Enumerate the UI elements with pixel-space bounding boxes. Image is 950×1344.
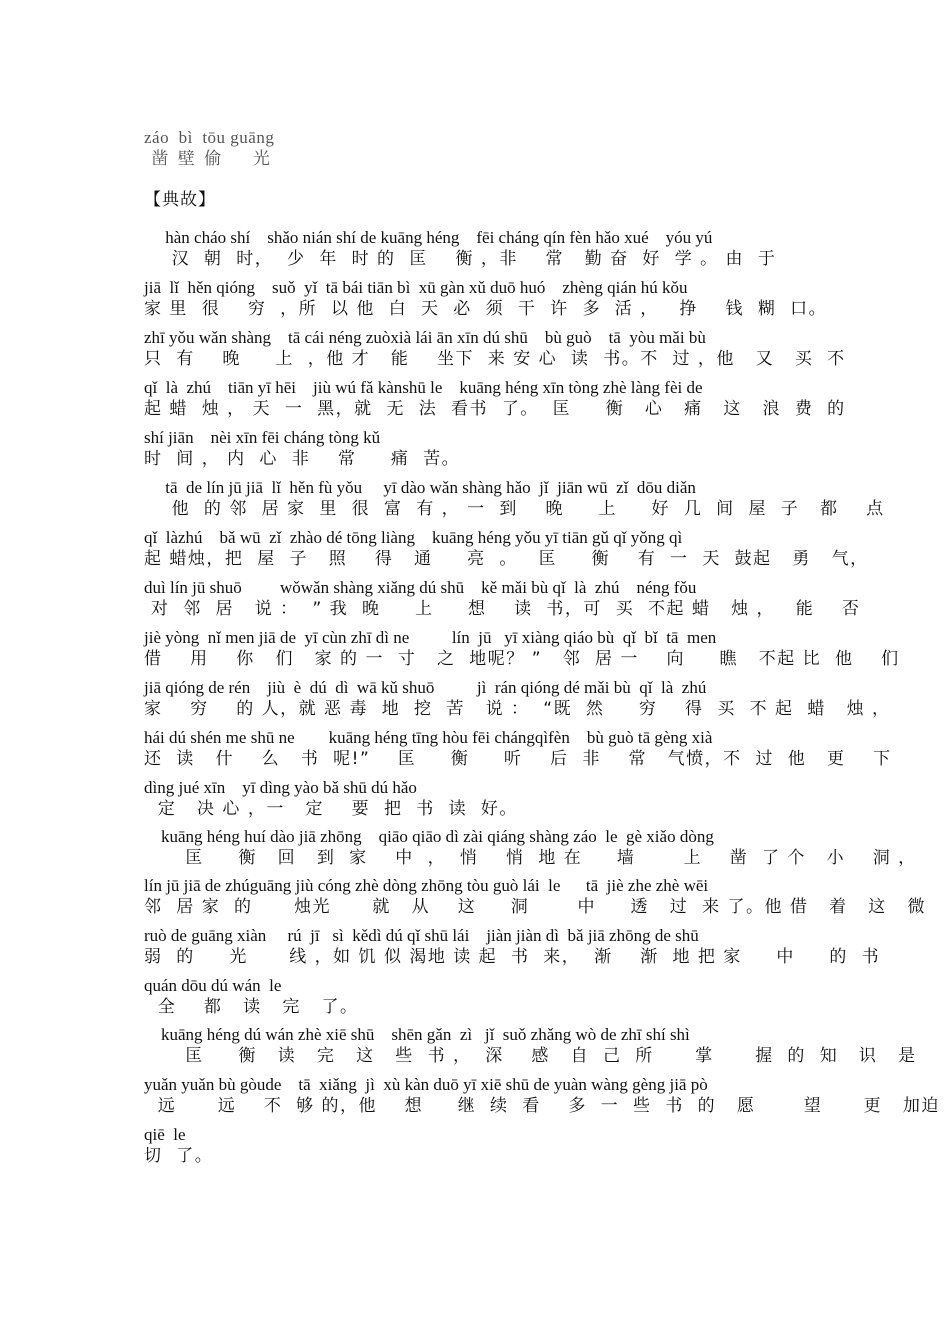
line-hanzi: 起 蜡烛，把 屋 子 照 得 通 亮 。 匡 衡 有 一 天 鼓起 勇 气， xyxy=(144,549,869,569)
section-label: 【典故】 xyxy=(144,190,216,210)
text-line xyxy=(144,976,808,1018)
line-pinyin: duì lín jū shuō wǒwǎn shàng xiǎng dú shū kě mǎi bù qǐ là zhú néng fǒu xyxy=(144,578,697,597)
line-pinyin: qiē le xyxy=(144,1125,186,1144)
text-line xyxy=(144,1025,917,1067)
line-pinyin: tā de lín jū jiā lǐ hěn fù yǒu yī dào wǎn shàng hǎo jǐ jiān wū zǐ dōu diǎn xyxy=(144,478,696,497)
line-hanzi: 邻 居 家 的 烛光 就 从 这 洞 中 透 过 来 了。他 借 着 这 微 xyxy=(144,897,927,917)
line-hanzi: 定 决 心 ，一 定 要 把 书 读 好。 xyxy=(144,799,518,819)
line-pinyin: hàn cháo shí shǎo nián shí de kuāng héng fēi cháng qín fèn hǎo xué yóu yú xyxy=(144,228,713,247)
text-line xyxy=(144,827,917,869)
line-pinyin: kuāng héng dú wán zhè xiē shū shēn gǎn zì jǐ suǒ zhǎng wò de zhī shí shì xyxy=(144,1025,690,1044)
line-hanzi: 汉 朝 时， 少 年 时 的 匡 衡 ，非 常 勤 奋 好 学 。 由 于 xyxy=(144,249,777,269)
text-line xyxy=(144,478,885,520)
line-hanzi: 弱 的 光 线 ，如 饥 似 渴地 读 起 书 来， 渐 渐 地 把 家 中 的 书 xyxy=(144,947,881,967)
text-line xyxy=(144,328,846,370)
line-hanzi: 切 了。 xyxy=(144,1146,214,1166)
line-pinyin: jiā lǐ hěn qióng suǒ yǐ tā bái tiān bì xū gàn xǔ duō huó zhèng qián hú kǒu xyxy=(144,278,688,297)
line-pinyin: qǐ làzhú bǎ wū zǐ zhào dé tōng liàng kuāng héng yǒu yī tiān gǔ qǐ yǒng qì xyxy=(144,528,683,547)
line-pinyin: qǐ là zhú tiān yī hēi jiù wú fǎ kànshū le kuāng héng xīn tòng zhè làng fèi de xyxy=(144,378,703,397)
line-hanzi: 对 邻 居 说 ： ” 我 晚 上 想 读 书，可 买 不起 蜡 烛 ， 能 否 xyxy=(144,599,861,619)
text-line xyxy=(144,628,900,670)
text-line xyxy=(144,528,869,570)
text-line xyxy=(144,378,846,420)
line-pinyin: jiā qióng de rén jiù è dú dì wā kǔ shuō jì rán qióng dé mǎi bù qǐ là zhú xyxy=(144,678,707,697)
text-line xyxy=(144,228,808,270)
text-line xyxy=(144,1125,808,1167)
line-pinyin: kuāng héng huí dào jiā zhōng qiāo qiāo dì zài qiáng shàng záo le gè xiǎo dòng xyxy=(144,827,714,846)
text-line xyxy=(144,728,892,770)
title-hanzi: 凿 壁 偷 光 xyxy=(144,149,272,169)
line-pinyin: lín jū jiā de zhúguāng jiù cóng zhè dòng zhōng tòu guò lái le tā jiè zhe zhè wēi xyxy=(144,876,709,895)
text-line xyxy=(144,278,828,320)
line-pinyin: zhī yǒu wǎn shàng tā cái néng zuòxià lái ān xīn dú shū bù guò tā yòu mǎi bù xyxy=(144,328,706,347)
line-pinyin: shí jiān nèi xīn fēi cháng tòng kǔ xyxy=(144,428,381,447)
line-hanzi: 匡 衡 回 到 家 中 ， 悄 悄 地 在 墙 上 凿 了 个 小 洞 ， xyxy=(144,848,917,868)
line-hanzi: 他 的 邻 居 家 里 很 富 有 ， 一 到 晚 上 好 几 间 屋 子 都 点 xyxy=(144,499,885,519)
title-pinyin: záo bì tōu guāng xyxy=(144,128,275,147)
line-hanzi: 借 用 你 们 家 的 一 寸 之 地呢？ ” 邻 居 一 向 瞧 不起 比 他 们 xyxy=(144,649,900,669)
line-pinyin: yuǎn yuǎn bù gòude tā xiǎng jì xù kàn duō yī xiē shū de yuàn wàng gèng jiā pò xyxy=(144,1075,708,1094)
line-pinyin: jiè yòng nǐ men jiā de yī cùn zhī dì ne lín jū yī xiàng qiáo bù qǐ bǐ tā men xyxy=(144,628,717,647)
text-line xyxy=(144,678,891,720)
line-hanzi: 起 蜡 烛 ， 天 一 黑，就 无 法 看书 了。 匡 衡 心 痛 这 浪 费 的 xyxy=(144,399,846,419)
text-line xyxy=(144,876,927,918)
line-hanzi: 还 读 什 么 书 呢!” 匡 衡 听 后 非 常 气愤，不 过 他 更 下 xyxy=(144,749,892,769)
line-hanzi: 全 都 读 完 了。 xyxy=(144,997,359,1017)
line-pinyin: hái dú shén me shū ne kuāng héng tīng hòu fēi chángqìfèn bù guò tā gèng xià xyxy=(144,728,713,747)
line-pinyin: quán dōu dú wán le xyxy=(144,976,282,995)
text-line xyxy=(144,1075,940,1117)
line-hanzi: 时 间 ， 内 心 非 常 痛 苦。 xyxy=(144,449,461,469)
text-line xyxy=(144,778,808,820)
line-hanzi: 只 有 晚 上 ，他 才 能 坐下 来 安 心 读 书。不 过 ，他 又 买 不 xyxy=(144,349,846,369)
line-pinyin: ruò de guāng xiàn rú jī sì kědì dú qǐ shū lái jiàn jiàn dì bǎ jiā zhōng de shū xyxy=(144,926,699,945)
title-block xyxy=(144,128,808,170)
text-line xyxy=(144,578,861,620)
line-hanzi: 匡 衡 读 完 这 些 书 ， 深 感 自 己 所 掌 握 的 知 识 是 xyxy=(144,1046,917,1066)
text-line xyxy=(144,926,881,968)
line-hanzi: 远 远 不 够 的，他 想 继 续 看 多 一 些 书 的 愿 望 更 加迫 xyxy=(144,1096,940,1116)
line-hanzi: 家 穷 的 人，就 恶 毒 地 挖 苦 说 ： “既 然 穷 得 买 不 起 蜡 烛 ， xyxy=(144,699,891,719)
text-line xyxy=(144,428,808,470)
line-pinyin: dìng jué xīn yī dìng yào bǎ shū dú hǎo xyxy=(144,778,417,797)
line-hanzi: 家 里 很 穷 ，所 以 他 白 天 必 须 干 许 多 活 ， 挣 钱 糊 口。 xyxy=(144,299,828,319)
